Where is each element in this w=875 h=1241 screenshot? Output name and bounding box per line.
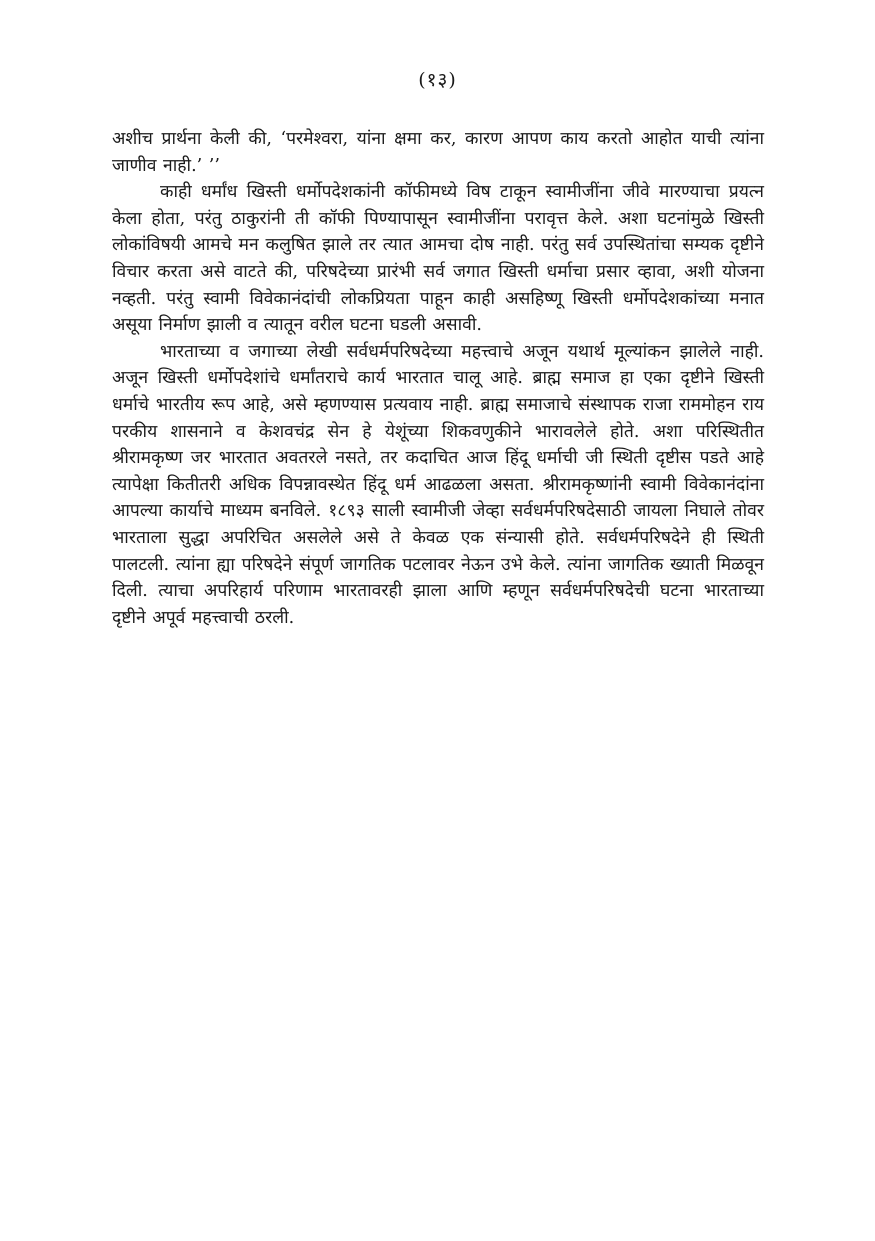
page-number: (१३) [418, 69, 457, 91]
paragraph-1: अशीच प्रार्थना केली की, ‘परमेश्वरा, यांना क्षमा कर, कारण आपण काय करतो आहोत याची त्यांना जाणीव नाही.’ ’’ [112, 129, 764, 176]
paragraph-3: भारताच्या व जगाच्या लेखी सर्वधर्मपरिषदेच्या महत्त्वाचे अजून यथार्थ मूल्यांकन झालेले नाही. अजून खिस्ती धर्मोपदेशांचे धर्मांतराचे कार्य भारतात चालू आहे. ब्राह्म समाज हा एका दृष्टीने खिस्ती धर्माचे भारतीय रूप आहे, असे म्हणण्यास प्रत्यवाय नाही. ब्राह्म समाजाचे संस्थापक राजा राममोहन राय परकीय शासनाने व केशवचंद्र सेन हे येशूंच्या शिकवणुकीने भारावलेले होते. अशा परिस्थितीत श्रीरामकृष्ण जर भारतात अवतरले नसते, तर कदाचित आज हिंदू धर्माची जी स्थिती दृष्टीस पडते आहे त्यापेक्षा कितीतरी अधिक विपन्नावस्थेत हिंदू धर्म आढळला असता. श्रीरामकृष्णांनी स्वामी विवेकानंदांना आपल्या कार्याचे माध्यम बनविले. १८९३ साली स्वामीजी जेव्हा सर्वधर्मपरिषदेसाठी जायला निघाले तोवर भारताला सुद्धा अपरिचित असलेले असे ते केवळ एक संन्यासी होते. सर्वधर्मपरिषदेने ही स्थिती पालटली. त्यांना ह्या परिषदेने संपूर्ण जागतिक पटलावर नेऊन उभे केले. त्यांना जागतिक ख्याती मिळवून दिली. त्याचा अपरिहार्य परिणाम भारतावरही झाला आणि म्हणून सर्वधर्मपरिषदेची घटना भारताच्या दृष्टीने अपूर्व महत्त्वाची ठरली. [112, 341, 764, 628]
body-text [112, 126, 764, 631]
paragraph-2: काही धर्मांध खिस्ती धर्मोपदेशकांनी कॉफीमध्ये विष टाकून स्वामीजींना जीवे मारण्याचा प्रयत्न केला होता, परंतु ठाकुरांनी ती कॉफी पिण्यापासून स्वामीजींना परावृत्त केले. अशा घटनांमुळे खिस्ती लोकांविषयी आमचे मन कलुषित झाले तर त्यात आमचा दोष नाही. परंतु सर्व उपस्थितांचा सम्यक दृष्टीने विचार करता असे वाटते की, परिषदेच्या प्रारंभी सर्व जगात खिस्ती धर्माचा प्रसार व्हावा, अशी योजना नव्हती. परंतु स्वामी विवेकानंदांची लोकप्रियता पाहून काही असहिष्णू खिस्ती धर्मोपदेशकांच्या मनात असूया निर्माण झाली व त्यातून वरील घटना घडली असावी. [112, 182, 764, 336]
